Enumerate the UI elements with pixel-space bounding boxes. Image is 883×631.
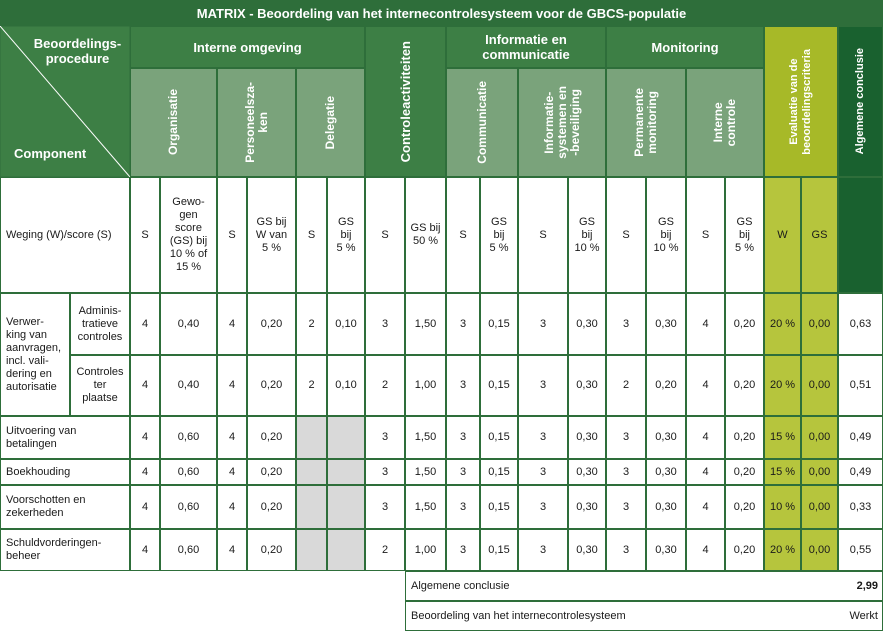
matrix-title: MATRIX - Beoordeling van het internecontrolesysteem voor de GBCS-populatie — [0, 0, 883, 26]
table-cell: 3 — [446, 459, 480, 485]
table-cell: 3 — [446, 355, 480, 416]
table-cell: 1,50 — [405, 416, 446, 459]
table-cell: 10 % — [764, 485, 801, 529]
table-cell: 4 — [217, 293, 247, 355]
table-cell: 1,50 — [405, 459, 446, 485]
weging-cell-6: S — [365, 177, 405, 293]
table-cell: 3 — [446, 529, 480, 571]
table-cell: 0,15 — [480, 416, 518, 459]
table-cell: 0,15 — [480, 293, 518, 355]
group-evaluatie-text: Evaluatie van de beoordelingscriteria — [788, 48, 813, 155]
group-controleactiviteiten-text: Controleactiviteiten — [398, 40, 413, 163]
table-cell — [327, 485, 365, 529]
weging-cell-3: GS bij W van 5 % — [247, 177, 296, 293]
table-cell: 0,30 — [646, 416, 686, 459]
table-cell: 4 — [217, 355, 247, 416]
table-cell: 1,00 — [405, 529, 446, 571]
table-cell: 0,63 — [838, 293, 883, 355]
table-cell: 0,20 — [725, 355, 764, 416]
summary-beoordeling-value: Werkt — [849, 609, 878, 622]
table-cell: 0,49 — [838, 416, 883, 459]
summary-conclusie-label: Algemene conclusie — [405, 571, 883, 601]
subheader-organisatie-text: Organisatie — [166, 89, 180, 156]
table-cell: 4 — [686, 529, 725, 571]
table-cell: 0,49 — [838, 459, 883, 485]
weging-cell-15: GS bij 5 % — [725, 177, 764, 293]
table-cell: 3 — [606, 529, 646, 571]
table-cell — [296, 416, 327, 459]
subheader-organisatie — [130, 68, 217, 177]
row-label: Schuldvorderingen- beheer — [0, 529, 130, 571]
table-cell — [327, 416, 365, 459]
table-cell: 3 — [606, 416, 646, 459]
table-cell: 0,30 — [568, 459, 606, 485]
table-cell: 0,00 — [801, 355, 838, 416]
table-cell: 0,30 — [568, 416, 606, 459]
table-cell: 0,10 — [327, 355, 365, 416]
weging-cell-14: S — [686, 177, 725, 293]
table-cell: 3 — [518, 485, 568, 529]
subheader-permanente-text: Permanente monitoring — [632, 88, 659, 157]
table-cell: 4 — [217, 459, 247, 485]
table-cell: 3 — [518, 293, 568, 355]
table-cell: 3 — [606, 293, 646, 355]
table-cell: 0,60 — [160, 459, 217, 485]
weging-cell-5: GS bij 5 % — [327, 177, 365, 293]
table-cell: 0,15 — [480, 485, 518, 529]
weging-cell-1: Gewo- gen score (GS) bij 10 % of 15 % — [160, 177, 217, 293]
table-cell: 0,40 — [160, 293, 217, 355]
table-cell: 4 — [130, 293, 160, 355]
subheader-communicatie-text: Communicatie — [474, 81, 489, 164]
corner-header — [0, 26, 130, 177]
table-cell: 0,10 — [327, 293, 365, 355]
weging-cell-0: S — [130, 177, 160, 293]
table-cell: 0,20 — [247, 416, 296, 459]
table-cell: 4 — [217, 416, 247, 459]
table-cell: 0,00 — [801, 293, 838, 355]
table-cell: 4 — [130, 529, 160, 571]
weging-cell-4: S — [296, 177, 327, 293]
table-cell: 0,30 — [568, 293, 606, 355]
table-cell: 0,30 — [568, 355, 606, 416]
table-cell: 20 % — [764, 293, 801, 355]
table-cell: 3 — [446, 416, 480, 459]
subheader-personeelszaken-text: Personeelsza- ken — [242, 82, 270, 163]
weging-cell-8: S — [446, 177, 480, 293]
table-cell: 3 — [446, 485, 480, 529]
subheader-informatiesystemen-text: Informatie- systemen en -beveiliging — [541, 86, 582, 159]
table-cell: 3 — [518, 459, 568, 485]
table-cell: 0,20 — [725, 485, 764, 529]
row-label: Boekhouding — [0, 459, 130, 485]
row-label: Uitvoering van betalingen — [0, 416, 130, 459]
table-cell: 0,33 — [838, 485, 883, 529]
table-cell — [296, 459, 327, 485]
weging-cell-16: W — [764, 177, 801, 293]
group-controleactiviteiten — [365, 26, 446, 177]
table-cell: 0,20 — [247, 293, 296, 355]
table-cell: 0,20 — [725, 529, 764, 571]
table-cell: 0,00 — [801, 459, 838, 485]
weging-cell-11: GS bij 10 % — [568, 177, 606, 293]
table-cell: 0,20 — [725, 416, 764, 459]
table-cell: 2 — [365, 355, 405, 416]
subheader-interne-controle — [686, 68, 764, 177]
table-cell: 0,20 — [247, 459, 296, 485]
table-cell: 0,30 — [646, 485, 686, 529]
table-cell: 0,20 — [725, 293, 764, 355]
table-cell: 20 % — [764, 355, 801, 416]
table-cell: 3 — [365, 485, 405, 529]
weging-cell-17: GS — [801, 177, 838, 293]
subheader-delegatie — [296, 68, 365, 177]
subheader-personeelszaken — [217, 68, 296, 177]
table-cell: 4 — [130, 416, 160, 459]
table-cell: 3 — [606, 459, 646, 485]
table-cell: 0,15 — [480, 529, 518, 571]
table-cell: 0,60 — [160, 485, 217, 529]
subheader-informatiesystemen — [518, 68, 606, 177]
table-cell: 0,60 — [160, 529, 217, 571]
table-cell: 0,20 — [247, 485, 296, 529]
table-cell: 4 — [686, 485, 725, 529]
corner-procedure-label: Beoordelings- procedure — [33, 36, 122, 66]
summary-conclusie-value: 2,99 — [856, 579, 878, 592]
table-cell: 20 % — [764, 529, 801, 571]
row-label: Controles ter plaatse — [70, 355, 130, 416]
weging-cell-18 — [838, 177, 883, 293]
row-group-label: Verwer- king van aanvragen, incl. vali- dering en autorisatie — [0, 293, 70, 416]
table-cell: 1,50 — [405, 485, 446, 529]
subheader-delegatie-text: Delegatie — [323, 95, 337, 150]
table-cell: 15 % — [764, 416, 801, 459]
table-cell: 3 — [365, 416, 405, 459]
table-cell: 4 — [130, 485, 160, 529]
weging-cell-9: GS bij 5 % — [480, 177, 518, 293]
table-cell: 0,20 — [646, 355, 686, 416]
table-cell: 0,20 — [247, 355, 296, 416]
weging-cell-10: S — [518, 177, 568, 293]
table-cell: 3 — [365, 293, 405, 355]
weging-label: Weging (W)/score (S) — [0, 177, 130, 293]
table-cell: 0,30 — [646, 529, 686, 571]
table-cell: 0,30 — [568, 529, 606, 571]
subheader-interne-controle-text: Interne controle — [711, 98, 738, 147]
weging-cell-7: GS bij 50 % — [405, 177, 446, 293]
group-algemene-conclusie-text: Algemene conclusie — [854, 48, 866, 155]
table-cell: 0,51 — [838, 355, 883, 416]
table-cell: 1,00 — [405, 355, 446, 416]
table-cell: 0,30 — [568, 485, 606, 529]
table-cell: 4 — [130, 355, 160, 416]
table-cell: 2 — [365, 529, 405, 571]
table-cell: 4 — [686, 459, 725, 485]
weging-cell-12: S — [606, 177, 646, 293]
table-cell: 3 — [518, 355, 568, 416]
corner-component-label: Component — [14, 146, 87, 161]
summary-beoordeling-label: Beoordeling van het internecontrolesysteem — [405, 601, 883, 631]
table-cell: 1,50 — [405, 293, 446, 355]
table-cell: 2 — [296, 355, 327, 416]
table-cell: 0,15 — [480, 355, 518, 416]
table-cell: 0,40 — [160, 355, 217, 416]
table-cell: 0,20 — [247, 529, 296, 571]
table-cell: 0,00 — [801, 485, 838, 529]
table-cell: 3 — [518, 416, 568, 459]
weging-cell-13: GS bij 10 % — [646, 177, 686, 293]
table-cell: 4 — [217, 485, 247, 529]
table-cell: 3 — [446, 293, 480, 355]
group-evaluatie — [764, 26, 838, 177]
subheader-permanente — [606, 68, 686, 177]
table-cell: 0,30 — [646, 293, 686, 355]
weging-cell-2: S — [217, 177, 247, 293]
table-cell: 4 — [686, 293, 725, 355]
table-cell: 0,55 — [838, 529, 883, 571]
table-cell: 2 — [296, 293, 327, 355]
table-cell — [327, 529, 365, 571]
group-monitoring: Monitoring — [606, 26, 764, 68]
table-cell: 0,15 — [480, 459, 518, 485]
group-interne-omgeving: Interne omgeving — [130, 26, 365, 68]
group-informatie-communicatie: Informatie en communicatie — [446, 26, 606, 68]
table-cell: 4 — [217, 529, 247, 571]
table-cell — [296, 529, 327, 571]
table-cell: 3 — [606, 485, 646, 529]
table-cell: 0,60 — [160, 416, 217, 459]
table-cell: 3 — [518, 529, 568, 571]
table-cell: 4 — [686, 355, 725, 416]
table-cell: 0,00 — [801, 416, 838, 459]
group-algemene-conclusie — [838, 26, 883, 177]
table-cell: 2 — [606, 355, 646, 416]
table-cell — [327, 459, 365, 485]
table-cell: 0,20 — [725, 459, 764, 485]
subheader-communicatie — [446, 68, 518, 177]
table-cell: 3 — [365, 459, 405, 485]
table-cell: 4 — [130, 459, 160, 485]
row-label: Voorschotten en zekerheden — [0, 485, 130, 529]
table-cell: 4 — [686, 416, 725, 459]
table-cell — [296, 485, 327, 529]
table-cell: 0,00 — [801, 529, 838, 571]
table-cell: 0,30 — [646, 459, 686, 485]
table-cell: 15 % — [764, 459, 801, 485]
row-label: Adminis- tratieve controles — [70, 293, 130, 355]
